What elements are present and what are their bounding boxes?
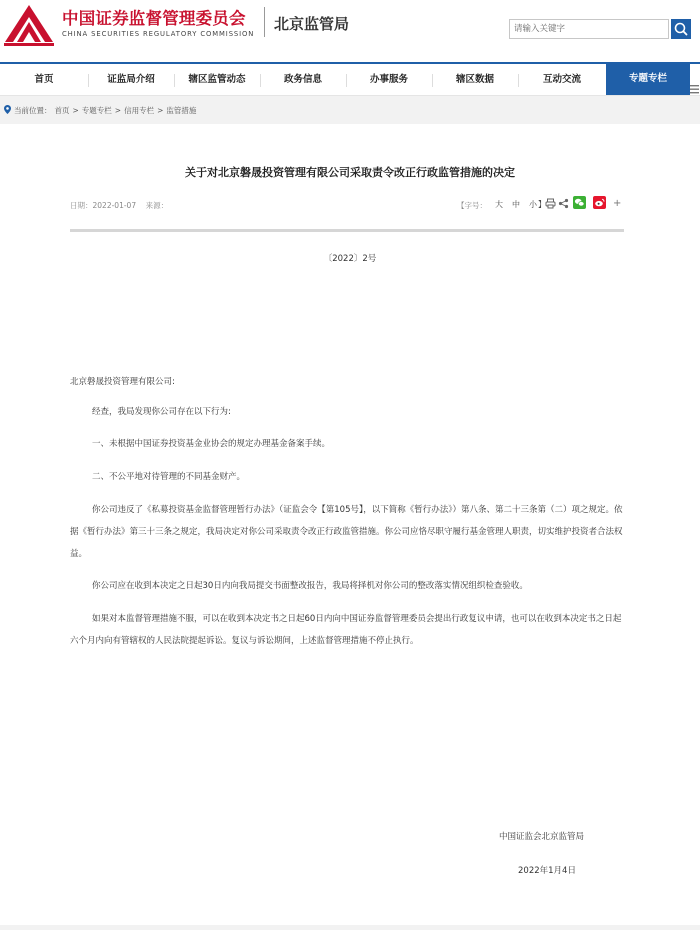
article-title: 关于对北京磐晟投资管理有限公司采取责令改正行政监管措施的决定 <box>185 166 515 179</box>
breadcrumb <box>0 100 700 120</box>
body-paragraph: 你公司应在收到本决定之日起30日内向我局提交书面整改报告，我局将择机对你公司的整改落实情况组织检查验收。 <box>92 581 528 591</box>
search-input[interactable] <box>509 19 669 39</box>
breadcrumb-link-credit[interactable]: 信用专栏 <box>124 106 155 115</box>
font-size-medium-button[interactable]: 中 <box>512 200 520 209</box>
org-name-cn[interactable]: 中国证券监督管理委员会 <box>62 9 246 28</box>
body-paragraph: 二、不公平地对待管理的不同基金财产。 <box>92 472 246 482</box>
nav-item-home[interactable]: 首页 <box>34 74 54 85</box>
nav-item-about[interactable]: 证监局介绍 <box>107 74 155 85</box>
bureau-name[interactable]: 北京监管局 <box>274 15 350 33</box>
nav-item-regulatory-news[interactable]: 辖区监管动态 <box>188 74 246 85</box>
title-divider <box>70 229 624 232</box>
font-size-close: 】 <box>538 200 546 209</box>
breadcrumb-separator: > <box>72 106 79 115</box>
article-container <box>0 124 700 925</box>
site-header <box>0 0 700 62</box>
location-pin-icon <box>4 105 11 114</box>
addressee: 北京磐晟投资管理有限公司: <box>70 377 175 387</box>
source-label: 来源： <box>145 201 169 210</box>
font-size-label: 【字号： <box>457 201 487 210</box>
body-paragraph: 你公司违反了《私募投资基金监督管理暂行办法》（证监会令【第105号】，以下简称《暂行办法》）第八条、第二十三条第（二）项之规定。依据《暂行办法》第三十三条之规定，我局决定对你公司采取责令改正行政监管措施。你公司应恪尽职守履行基金管理人职责，切实维护投资者合法权益。 <box>70 505 623 559</box>
breadcrumb-link-special-topics[interactable]: 专题专栏 <box>81 106 112 115</box>
font-size-large-button[interactable]: 大 <box>495 200 503 209</box>
search-button[interactable] <box>671 19 691 39</box>
nav-item-special-topics[interactable]: 专题专栏 <box>606 62 690 95</box>
sign-date: 2022年1月4日 <box>518 866 576 876</box>
csrc-logo[interactable] <box>4 4 54 46</box>
document-number: 〔2022〕2号 <box>323 254 377 264</box>
wechat-icon[interactable] <box>573 196 586 209</box>
search-icon <box>671 19 691 39</box>
nav-item-services[interactable]: 办事服务 <box>369 74 408 85</box>
breadcrumb-separator: > <box>157 106 164 115</box>
body-paragraph: 如果对本监督管理措施不服，可以在收到本决定书之日起60日内向中国证券监督管理委员会提出行政复议申请，也可以在收到本决定书之日起六个月内向有管辖权的人民法院提起诉讼。复议与诉讼期间，上述监督管理措施不停止执行。 <box>70 614 622 646</box>
breadcrumb-label: 当前位置： <box>14 106 52 115</box>
nav-item-government-info[interactable]: 政务信息 <box>283 74 322 85</box>
nav-item-data[interactable]: 辖区数据 <box>455 74 494 85</box>
publish-date: 2022-01-07 <box>92 201 137 210</box>
nav-item-interaction[interactable]: 互动交流 <box>542 74 581 85</box>
breadcrumb-link-measures[interactable]: 监管措施 <box>166 106 197 115</box>
breadcrumb-separator: > <box>114 106 122 115</box>
printer-icon[interactable] <box>545 198 556 209</box>
main-nav <box>0 62 700 96</box>
font-size-small-button[interactable]: 小 <box>529 200 537 209</box>
article-meta <box>70 200 168 211</box>
body-paragraph: 一、未根据中国证券投资基金业协会的规定办理基金备案手续。 <box>92 439 331 449</box>
date-label: 日期： <box>70 201 93 210</box>
body-paragraph: 经查，我局发现你公司存在以下行为: <box>92 407 231 417</box>
org-name-en: CHINA SECURITIES REGULATORY COMMISSION <box>62 30 255 38</box>
signer: 中国证监会北京监管局 <box>499 832 585 842</box>
plus-icon[interactable]: + <box>613 198 622 209</box>
weibo-icon[interactable] <box>593 196 606 209</box>
share-icon[interactable] <box>558 198 569 209</box>
header-divider <box>264 7 265 37</box>
menu-icon[interactable] <box>689 83 700 95</box>
breadcrumb-link-home[interactable]: 首页 <box>54 106 70 115</box>
